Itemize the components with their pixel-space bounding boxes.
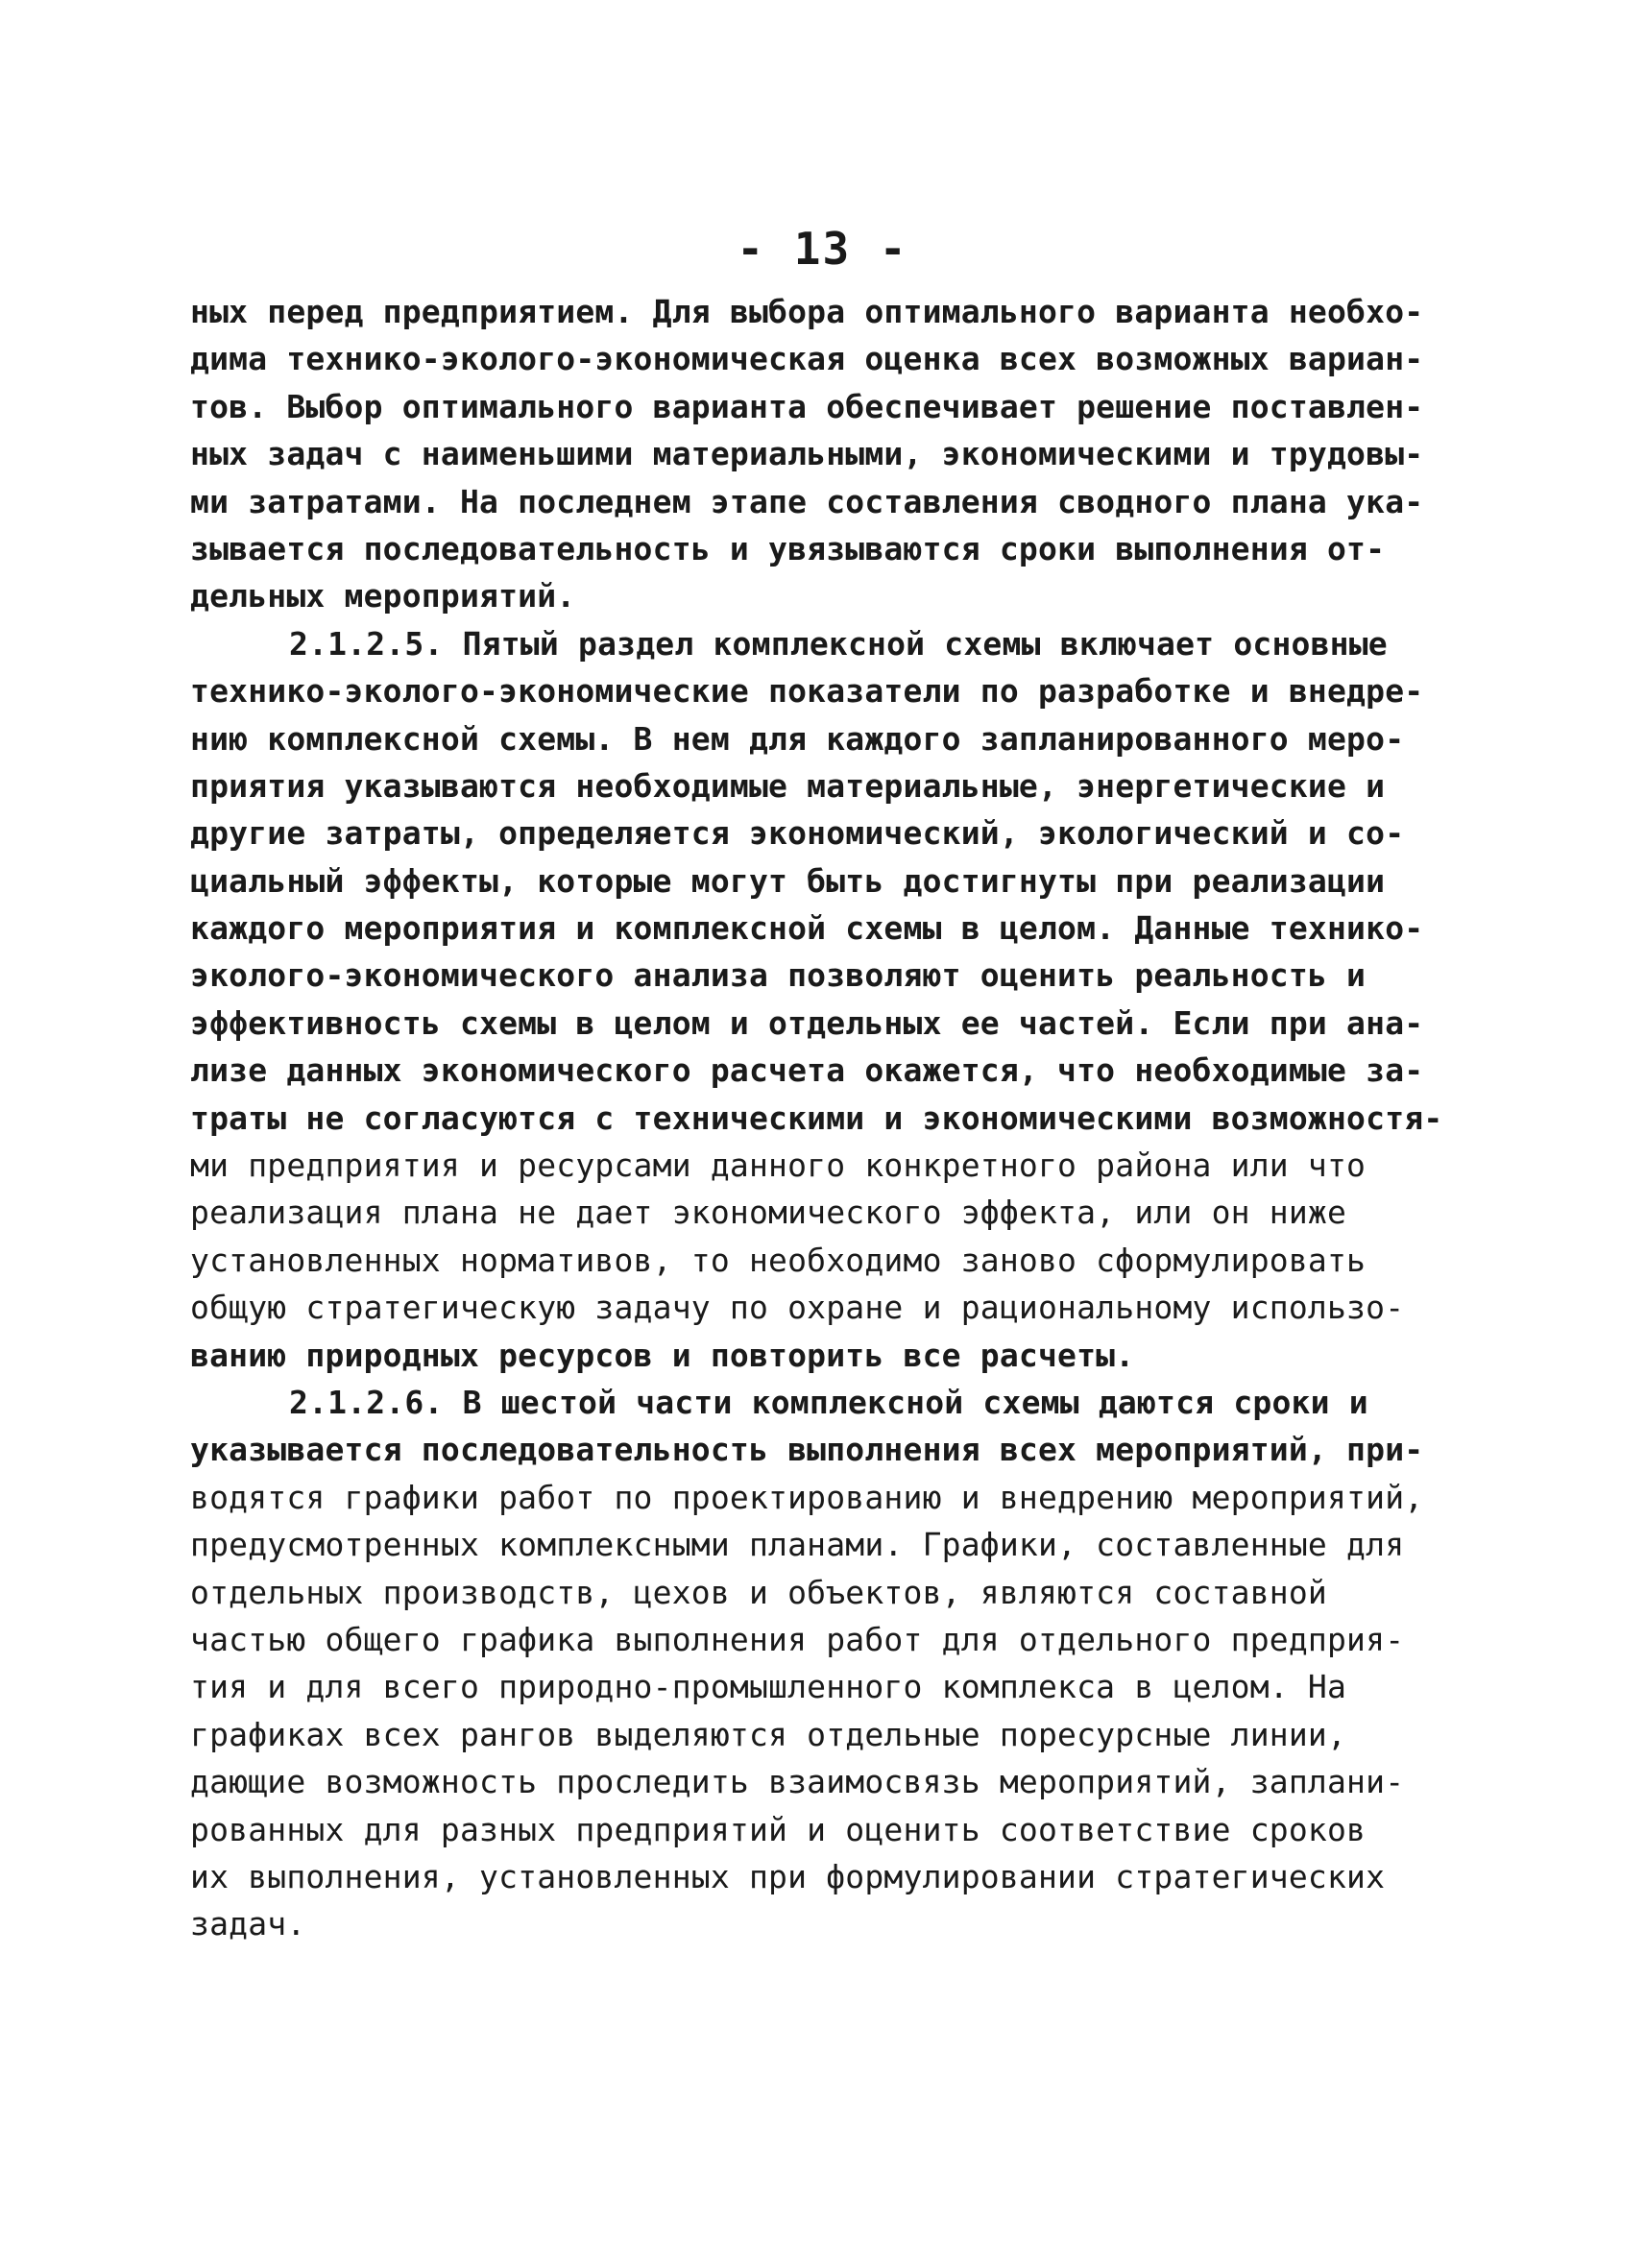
body-text [190,288,1467,1948]
text-line: 2.1.2.5. Пятый раздел комплексной схемы включает основные [289,624,1388,663]
text-line: лизе данных экономического расчета окажется, что необходимые за- [190,1051,1424,1090]
text-line: дельных мероприятий. [190,577,576,615]
text-line: дима технико-эколого-экономическая оценка всех возможных вариан- [190,340,1424,378]
text-line: каждого мероприятия и комплексной схемы в целом. Данные технико- [190,909,1424,948]
page-number: - 13 - [737,223,908,275]
text-line: отдельных производств, цехов и объектов, являются составной [190,1573,1327,1611]
text-line: ных перед предприятием. Для выбора оптимального варианта необхо- [190,293,1424,330]
text-line: частью общего графика выполнения работ для отдельного предприя- [190,1620,1405,1658]
text-line: нию комплексной схемы. В нем для каждого запланированного меро- [190,719,1405,758]
text-line: зывается последовательность и увязываются сроки выполнения от- [190,529,1386,567]
text-line: задач. [190,1905,306,1943]
text-line: эколого-экономического анализа позволяют оценить реальность и [190,956,1367,995]
text-line: 2.1.2.6. В шестой части комплексной схемы даются сроки и [289,1383,1368,1421]
text-line: водятся графики работ по проектированию и внедрению мероприятий, [190,1478,1424,1516]
text-line: общую стратегическую задачу по охране и рациональному использо- [190,1289,1405,1327]
text-line: тия и для всего природно-промышленного комплекса в целом. На [190,1668,1347,1706]
text-line: указывается последовательность выполнения всех мероприятий, при- [190,1431,1424,1469]
text-line: тов. Выбор оптимального варианта обеспечивает решение поставлен- [190,387,1424,425]
text-line: траты не согласуются с техническими и экономическими возможностя- [190,1098,1443,1137]
text-line: циальный эффекты, которые могут быть достигнуты при реализации [190,861,1386,900]
text-line: ных задач с наименьшими материальными, экономическими и трудовы- [190,435,1424,473]
text-line: ми затратами. На последнем этапе составления сводного плана ука- [190,482,1424,520]
text-line: предусмотренных комплексными планами. Графики, составленные для [190,1526,1405,1564]
text-line: графиках всех рангов выделяются отдельные поресурсные линии, [190,1715,1347,1753]
text-line: эффективность схемы в целом и отдельных ее частей. Если при ана- [190,1003,1424,1042]
text-line: установленных нормативов, то необходимо заново сформулировать [190,1241,1367,1279]
text-line: их выполнения, установленных при формулировании стратегических [190,1857,1386,1895]
text-line: другие затраты, определяется экономический, экологический и со- [190,814,1405,853]
text-line: дающие возможность проследить взаимосвязь мероприятий, заплани- [190,1763,1405,1801]
text-line: рованных для разных предприятий и оценить соответствие сроков [190,1810,1367,1848]
text-line: реализация плана не дает экономического эффекта, или он ниже [190,1194,1347,1232]
text-line: приятия указываются необходимые материальные, энергетические и [190,766,1386,805]
text-line: ми предприятия и ресурсами данного конкретного района или что [190,1146,1367,1185]
text-line: ванию природных ресурсов и повторить все расчеты. [190,1336,1135,1374]
text-line: технико-эколого-экономические показатели по разработке и внедре- [190,672,1424,711]
